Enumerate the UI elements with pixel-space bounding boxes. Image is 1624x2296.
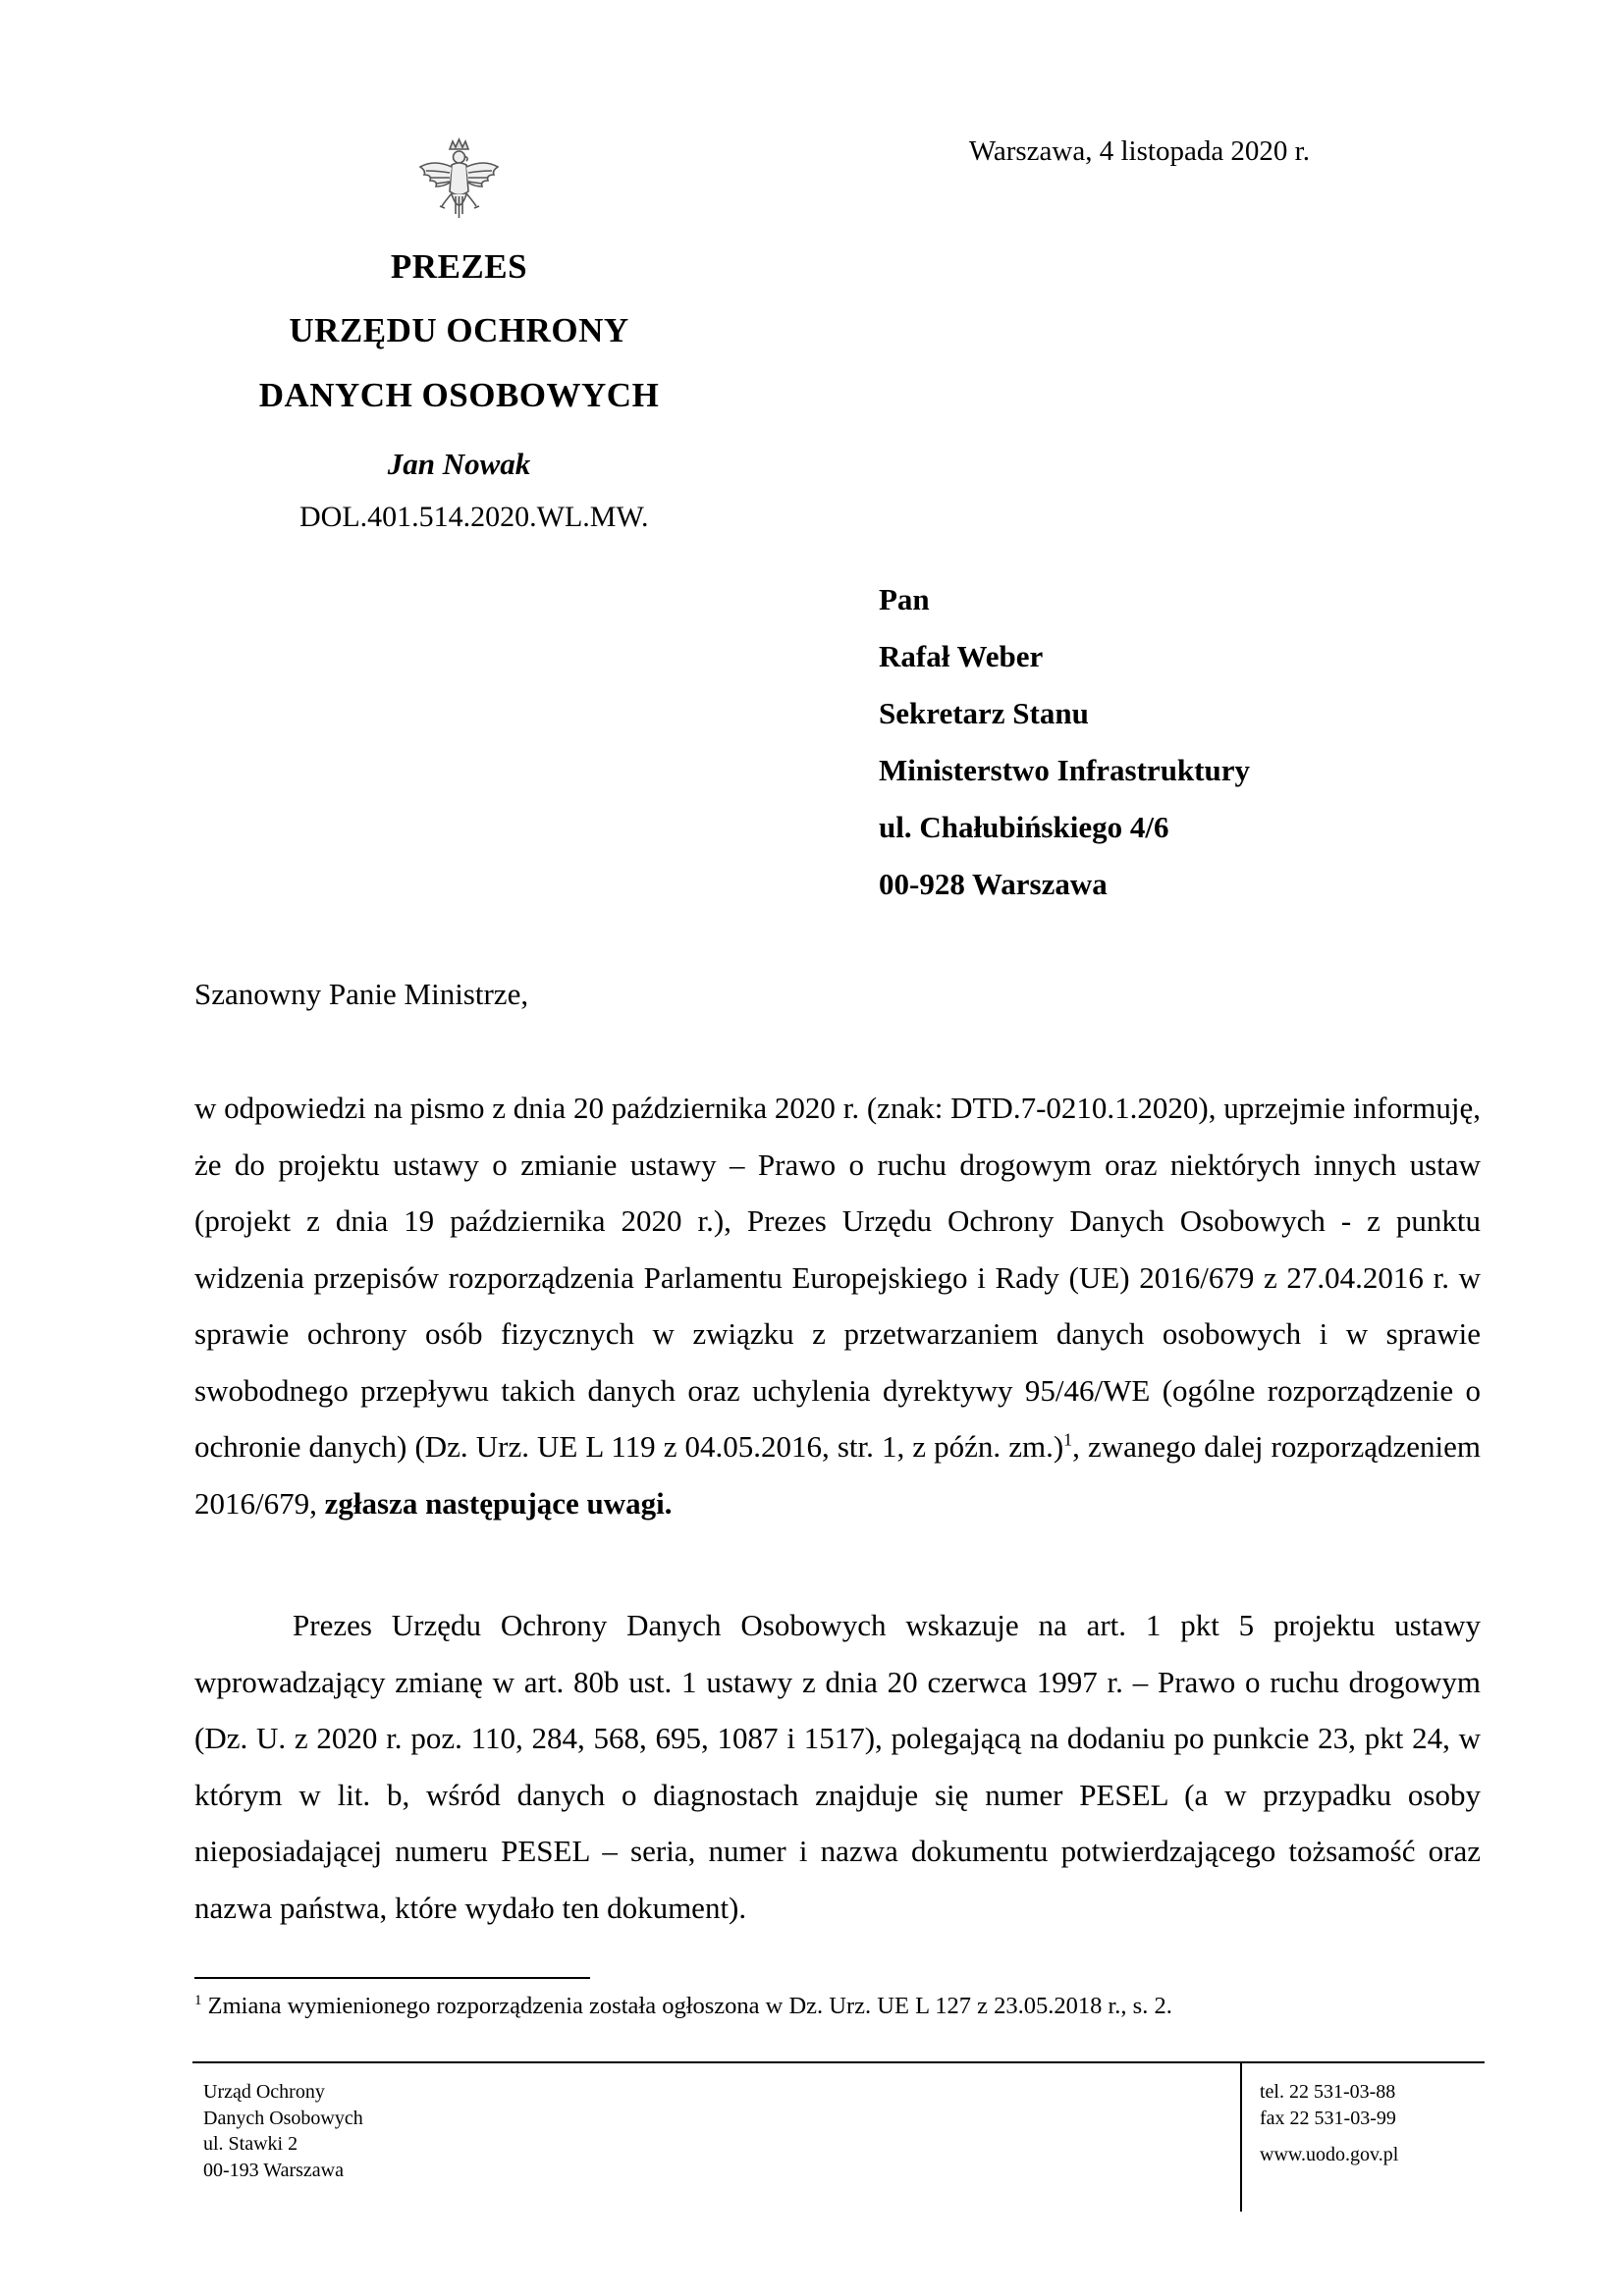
recipient-line: ul. Chałubińskiego 4/6	[879, 810, 1169, 844]
footer-website-link[interactable]: www.uodo.gov.pl	[1260, 2144, 1399, 2165]
footnote-mark: 1	[194, 1992, 202, 2008]
recipient-line: Rafał Weber	[879, 639, 1044, 673]
paragraph-text: w odpowiedzi na pismo z dnia 20 października 2020 r. (znak: DTD.7-0210.1.2020), uprzejmie informuję, że do projektu ustawy o zmianie ustawy – Prawo o ruchu drogowym oraz niektórych innych ustaw (projekt z dnia 19 października 2020 r.), Prezes Urzędu Ochrony Danych Osobowych - z punktu widzenia przepisów rozporządzenia Parlamentu Europejskiego i Rady (UE) 2016/679 z 27.04.2016 r. w sprawie ochrony osób fizycznych w związku z przetwarzaniem danych osobowych i w sprawie swobodnego przepływu takich danych oraz uchylenia dyrektywy 95/46/WE (ogólne rozporządzenie o ochronie danych) (Dz. Urz. UE L 119 z 04.05.2016, str. 1, z późn. zm.)	[194, 1091, 1481, 1464]
authority-line-3: DANYCH OSOBOWYCH	[258, 376, 660, 414]
footnote-divider	[194, 1977, 590, 1979]
authority-line-2: URZĘDU OCHRONY	[289, 311, 629, 349]
footer-column-divider	[1240, 2062, 1242, 2212]
paragraph-text: , zwanego dalej rozporządzeniem 2016/679,	[194, 1429, 1481, 1521]
footer-address	[203, 2079, 363, 2183]
recipient-line: 00-928 Warszawa	[879, 867, 1108, 901]
recipient-line: Sekretarz Stanu	[879, 696, 1089, 730]
footer-address-line: ul. Stawki 2	[203, 2133, 298, 2155]
signer-name: Jan Nowak	[387, 447, 531, 481]
footer-fax: fax 22 531-03-99	[1260, 2107, 1396, 2129]
recipient-block	[879, 571, 1250, 913]
body-paragraph-2: Prezes Urzędu Ochrony Danych Osobowych wskazuje na art. 1 pkt 5 projektu ustawy wprowadzający zmianę w art. 80b ust. 1 ustawy z dnia 20 czerwca 1997 r. – Prawo o ruchu drogowym (Dz. U. z 2020 r. poz. 110, 284, 568, 695, 1087 i 1517), polegającą na dodaniu po punkcie 23, pkt 24, w którym w lit. b, wśród danych o diagnostach znajduje się numer PESEL (a w przypadku osoby nieposiadającej numeru PESEL – seria, numer i nazwa dokumentu potwierdzającego tożsamość oraz nazwa państwa, które wydało ten dokument).	[194, 1608, 1481, 1925]
salutation: Szanowny Panie Ministrze,	[194, 977, 529, 1011]
reference-number: DOL.401.514.2020.WL.MW.	[299, 501, 649, 533]
recipient-line: Ministerstwo Infrastruktury	[879, 753, 1250, 787]
footnote-reference: 1	[1063, 1429, 1073, 1450]
recipient-line: Pan	[879, 582, 930, 616]
body-paragraph-1	[194, 1080, 1481, 1531]
footer-phone: tel. 22 531-03-88	[1260, 2081, 1396, 2103]
paragraph-bold-text: zgłasza następujące uwagi.	[324, 1485, 673, 1521]
footer-contact	[1260, 2079, 1398, 2168]
footnote-text: Zmiana wymienionego rozporządzenia została ogłoszona w Dz. Urz. UE L 127 z 23.05.2018 r., s. 2.	[201, 1993, 1172, 2019]
footer-divider	[192, 2061, 1485, 2063]
date-line: Warszawa, 4 listopada 2020 r.	[968, 135, 1310, 167]
footer-address-line: Danych Osobowych	[203, 2107, 363, 2129]
footer-address-line: Urząd Ochrony	[203, 2081, 325, 2103]
polish-eagle-emblem-icon	[412, 137, 506, 236]
authority-line-1: PREZES	[390, 247, 528, 286]
footer-address-line: 00-193 Warszawa	[203, 2159, 344, 2181]
footnote	[194, 1993, 1172, 2020]
